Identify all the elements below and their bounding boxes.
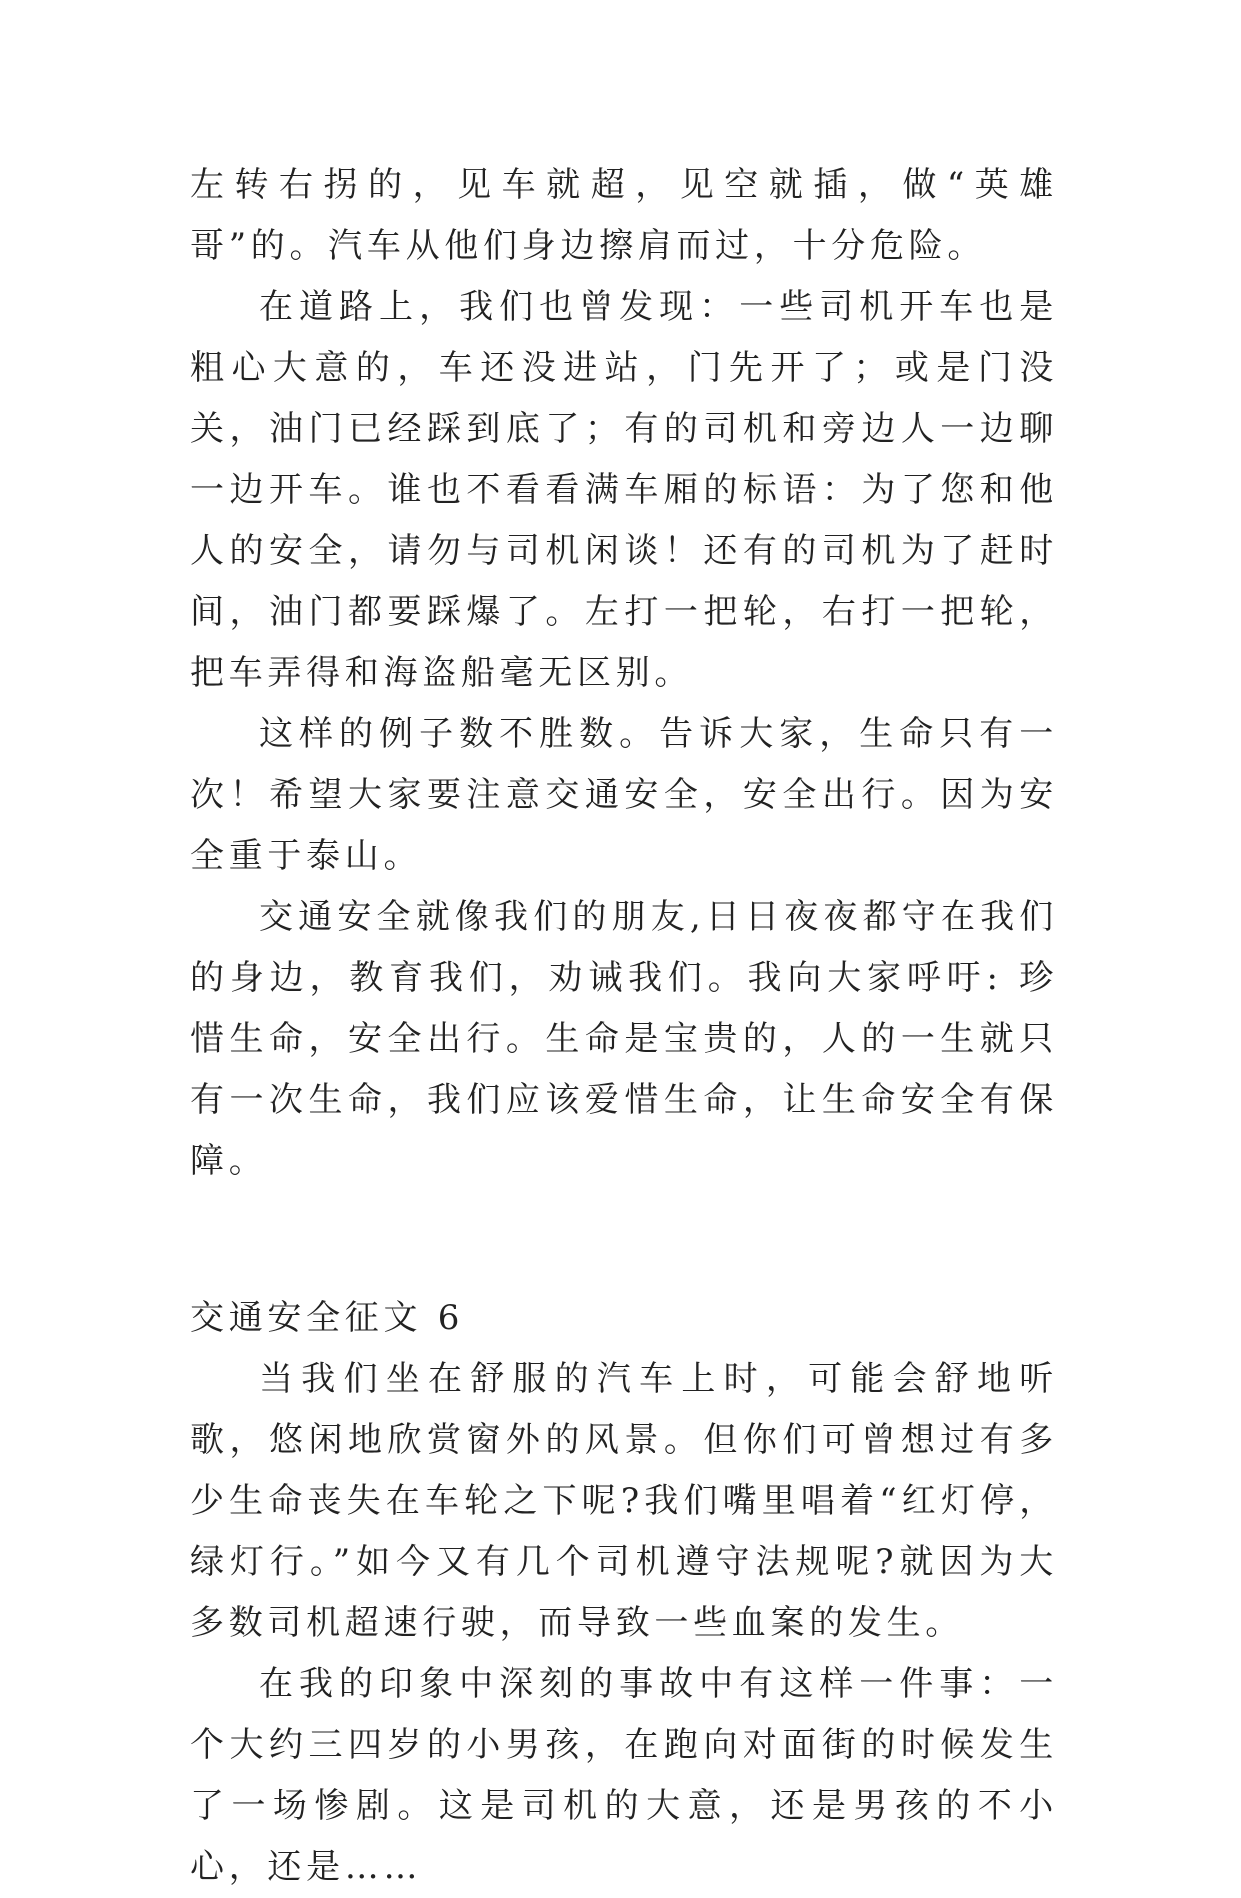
paragraph: 当我们坐在舒服的汽车上时，可能会舒地听歌，悠闲地欣赏窗外的风景。但你们可曾想过有多少生命丧失在车轮之下呢?我们嘴里唱着“红灯停，绿灯行。”如今又有几个司机遵守法规呢?就因为大多数司机超速行驶，而导致一些血案的发生。	[190, 1359, 1058, 1643]
paragraph: 这样的例子数不胜数。告诉大家，生命只有一次！希望大家要注意交通安全，安全出行。因为安全重于泰山。	[190, 714, 1058, 876]
paragraph: 在我的印象中深刻的事故中有这样一件事：一个大约三四岁的小男孩，在跑向对面街的时候发生了一场惨剧。这是司机的大意，还是男孩的不小心，还是……	[190, 1664, 1058, 1887]
section-title: 交通安全征文 6	[190, 1298, 465, 1338]
paragraph: 交通安全就像我们的朋友,日日夜夜都守在我们的身边，教育我们，劝诫我们。我向大家呼吁: 珍惜生命，安全出行。生命是宝贵的，人的一生就只有一次生命，我们应该爱惜生命，让生命安全有保障。	[190, 897, 1058, 1181]
document-body	[190, 155, 1058, 1898]
paragraph: 在道路上，我们也曾发现：一些司机开车也是粗心大意的，车还没进站，门先开了；或是门没关，油门已经踩到底了；有的司机和旁边人一边聊一边开车。谁也不看看满车厢的标语：为了您和他人的安全，请勿与司机闲谈！还有的司机为了赶时间，油门都要踩爆了。左打一把轮，右打一把轮，把车弄得和海盗船毫无区别。	[190, 287, 1058, 693]
paragraph: 左转右拐的，见车就超，见空就插，做“英雄哥”的。汽车从他们身边擦肩而过，十分危险。	[190, 165, 1058, 266]
